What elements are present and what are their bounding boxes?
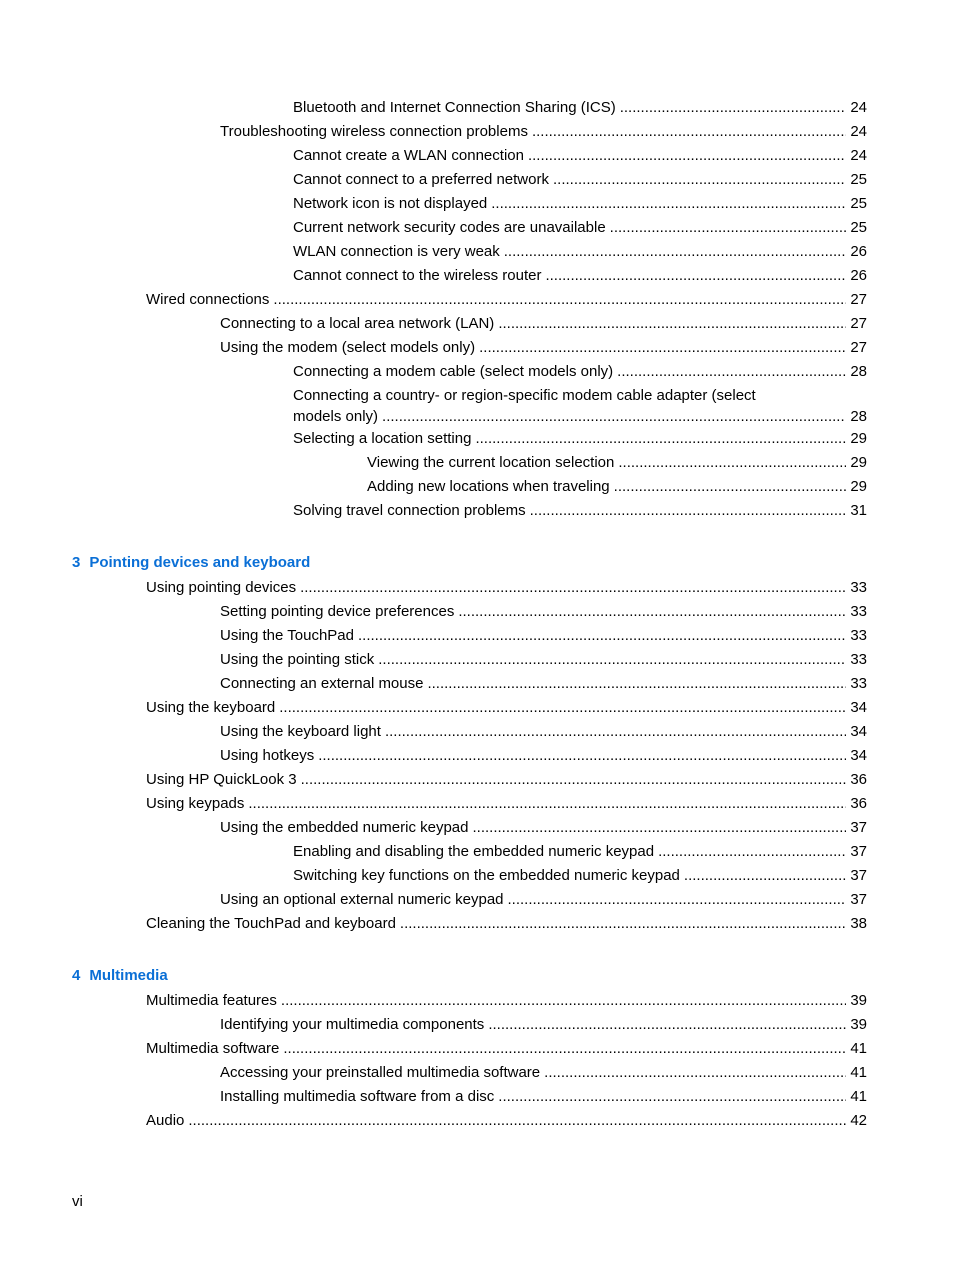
dot-leader bbox=[544, 1061, 846, 1085]
dot-leader bbox=[491, 192, 846, 216]
dot-leader bbox=[427, 672, 846, 696]
toc-entry-title: Installing multimedia software from a disc bbox=[220, 1088, 495, 1105]
dot-leader bbox=[617, 360, 846, 384]
toc-entry-title: Cannot create a WLAN connection bbox=[293, 147, 524, 164]
toc-entry-page-number: 38 bbox=[850, 915, 867, 932]
dot-leader bbox=[458, 600, 846, 624]
toc-entry-title: Using HP QuickLook 3 bbox=[146, 771, 297, 788]
toc-entry-page-number: 24 bbox=[850, 99, 867, 116]
toc-entry[interactable] bbox=[220, 1085, 867, 1109]
toc-entry-page-number: 33 bbox=[850, 627, 867, 644]
dot-leader bbox=[479, 336, 846, 360]
toc-entry-title: Setting pointing device preferences bbox=[220, 603, 455, 620]
toc-entry-title: Multimedia software bbox=[146, 1040, 280, 1057]
toc-entry-page-number: 36 bbox=[850, 771, 867, 788]
toc-entry-page-number: 25 bbox=[850, 171, 867, 188]
page-number-footer: vi bbox=[72, 1193, 83, 1210]
toc-entry[interactable] bbox=[220, 1013, 867, 1037]
toc-entry-page-number: 29 bbox=[850, 478, 867, 495]
toc-entry-page-number: 29 bbox=[850, 454, 867, 471]
toc-entry-page-number: 37 bbox=[850, 891, 867, 908]
toc-entry-title: Using pointing devices bbox=[146, 579, 297, 596]
toc-entry[interactable] bbox=[367, 451, 867, 475]
toc-entry-page-number: 31 bbox=[850, 502, 867, 519]
toc-entry[interactable] bbox=[293, 427, 867, 451]
toc-entry-title: Multimedia features bbox=[146, 992, 277, 1009]
toc-entry[interactable] bbox=[220, 672, 867, 696]
toc-entry[interactable] bbox=[293, 192, 867, 216]
toc-entry[interactable] bbox=[293, 240, 867, 264]
chapter-heading[interactable] bbox=[72, 552, 954, 574]
toc-entry-page-number: 42 bbox=[850, 1112, 867, 1129]
toc-entry-title: Connecting to a local area network (LAN) bbox=[220, 315, 495, 332]
toc-entry-page-number: 24 bbox=[850, 123, 867, 140]
toc-entry-page-number: 37 bbox=[850, 843, 867, 860]
dot-leader bbox=[488, 1013, 846, 1037]
toc-entry[interactable] bbox=[293, 360, 867, 384]
toc-entry[interactable] bbox=[293, 144, 867, 168]
dot-leader bbox=[504, 240, 847, 264]
toc-entry-page-number: 25 bbox=[850, 195, 867, 212]
toc-entry-title: Wired connections bbox=[146, 291, 270, 308]
toc-entry[interactable] bbox=[146, 288, 867, 312]
toc-entry[interactable] bbox=[293, 216, 867, 240]
toc-entry[interactable] bbox=[220, 648, 867, 672]
dot-leader bbox=[620, 96, 847, 120]
toc-entry-title: Using the pointing stick bbox=[220, 651, 375, 668]
toc-entry-title: Using an optional external numeric keypad bbox=[220, 891, 504, 908]
dot-leader bbox=[281, 989, 846, 1013]
chapter-title: Pointing devices and keyboard bbox=[89, 554, 311, 571]
toc-entry-page-number: 27 bbox=[850, 339, 867, 356]
dot-leader bbox=[553, 168, 846, 192]
toc-entry[interactable] bbox=[220, 336, 867, 360]
toc-entry[interactable] bbox=[146, 696, 867, 720]
toc-entry-title: Using the keyboard light bbox=[220, 723, 381, 740]
chapter-number: 3 bbox=[72, 554, 81, 571]
toc-entry-page-number: 41 bbox=[850, 1064, 867, 1081]
dot-leader bbox=[385, 720, 846, 744]
toc-entry-title: Switching key functions on the embedded numeric keypad bbox=[293, 867, 680, 884]
toc-entry-title: Using the keyboard bbox=[146, 699, 276, 716]
toc-entry[interactable] bbox=[146, 768, 867, 792]
toc-entry-page-number: 28 bbox=[850, 363, 867, 380]
toc-entry-title: Cleaning the TouchPad and keyboard bbox=[146, 915, 396, 932]
toc-entry-title: Adding new locations when traveling bbox=[367, 478, 610, 495]
dot-leader bbox=[684, 864, 846, 888]
toc-entry-title: Selecting a location setting bbox=[293, 430, 472, 447]
toc-entry-title: Network icon is not displayed bbox=[293, 195, 488, 212]
toc-entry-title-continued: models only) bbox=[293, 408, 379, 425]
toc-entry-title: Solving travel connection problems bbox=[293, 502, 526, 519]
toc-entry[interactable] bbox=[146, 1037, 867, 1061]
toc-entry[interactable] bbox=[220, 816, 867, 840]
toc-entry[interactable] bbox=[220, 312, 867, 336]
toc-entry[interactable] bbox=[220, 600, 867, 624]
toc-entry[interactable] bbox=[293, 499, 867, 523]
toc-entry-page-number: 39 bbox=[850, 1016, 867, 1033]
toc-entry[interactable] bbox=[220, 624, 867, 648]
toc-entry-title: Identifying your multimedia components bbox=[220, 1016, 485, 1033]
toc-entry-page-number: 33 bbox=[850, 651, 867, 668]
toc-entry[interactable] bbox=[293, 840, 867, 864]
dot-leader bbox=[475, 427, 846, 451]
toc-entry[interactable] bbox=[220, 120, 867, 144]
chapter-entries bbox=[0, 989, 954, 1133]
toc-entry-title: Current network security codes are unavailable bbox=[293, 219, 606, 236]
toc-entry-page-number: 36 bbox=[850, 795, 867, 812]
toc-entry-title: Using the TouchPad bbox=[220, 627, 354, 644]
toc-entry-title: Cannot connect to a preferred network bbox=[293, 171, 549, 188]
toc-entry-page-number: 27 bbox=[850, 315, 867, 332]
dot-leader bbox=[614, 475, 847, 499]
toc-entry[interactable] bbox=[146, 576, 867, 600]
toc-entry[interactable] bbox=[220, 744, 867, 768]
toc-entry-title: Using keypads bbox=[146, 795, 245, 812]
toc-entry-title: WLAN connection is very weak bbox=[293, 243, 500, 260]
dot-leader bbox=[188, 1109, 846, 1133]
dot-leader bbox=[618, 451, 846, 475]
toc-entry-title: Using the embedded numeric keypad bbox=[220, 819, 469, 836]
dot-leader bbox=[318, 744, 846, 768]
toc-entry-title: Enabling and disabling the embedded numeric keypad bbox=[293, 843, 655, 860]
dot-leader bbox=[400, 912, 846, 936]
toc-entry-title: Connecting a country- or region-specific modem cable adapter (select bbox=[293, 387, 756, 404]
toc-entry[interactable] bbox=[293, 96, 867, 120]
dot-leader bbox=[530, 499, 847, 523]
dot-leader bbox=[498, 1085, 846, 1109]
dot-leader bbox=[472, 816, 846, 840]
toc-entry-page-number: 34 bbox=[850, 747, 867, 764]
toc-entry-line bbox=[293, 406, 867, 427]
dot-leader bbox=[273, 288, 846, 312]
toc-entry-page-number: 37 bbox=[850, 867, 867, 884]
toc-entry[interactable] bbox=[146, 912, 867, 936]
dot-leader bbox=[610, 216, 847, 240]
toc-entry[interactable] bbox=[293, 384, 867, 427]
toc-entry-title: Audio bbox=[146, 1112, 185, 1129]
toc-entry-page-number: 26 bbox=[850, 243, 867, 260]
dot-leader bbox=[279, 696, 846, 720]
dot-leader bbox=[545, 264, 846, 288]
toc-entry-page-number: 34 bbox=[850, 699, 867, 716]
toc-entry-title: Accessing your preinstalled multimedia software bbox=[220, 1064, 541, 1081]
toc-entry[interactable] bbox=[367, 475, 867, 499]
dot-leader bbox=[508, 888, 847, 912]
toc-entry[interactable] bbox=[220, 888, 867, 912]
toc-entry[interactable] bbox=[293, 864, 867, 888]
dot-leader bbox=[378, 648, 846, 672]
chapter-title: Multimedia bbox=[89, 967, 168, 984]
toc-entry-title: Bluetooth and Internet Connection Sharing (ICS) bbox=[293, 99, 616, 116]
chapter-number: 4 bbox=[72, 967, 81, 984]
toc-entry-page-number: 27 bbox=[850, 291, 867, 308]
dot-leader bbox=[382, 406, 846, 427]
toc-entry-page-number: 29 bbox=[850, 430, 867, 447]
toc-entry[interactable] bbox=[146, 792, 867, 816]
toc-entry-page-number: 28 bbox=[850, 408, 867, 425]
toc-entry-page-number: 41 bbox=[850, 1088, 867, 1105]
dot-leader bbox=[300, 576, 846, 600]
toc-entry[interactable] bbox=[146, 989, 867, 1013]
toc-entry-page-number: 25 bbox=[850, 219, 867, 236]
dot-leader bbox=[301, 768, 847, 792]
toc-entry-title: Connecting an external mouse bbox=[220, 675, 424, 692]
toc-entry-title: Troubleshooting wireless connection problems bbox=[220, 123, 528, 140]
dot-leader bbox=[532, 120, 846, 144]
toc-entry-title: Using the modem (select models only) bbox=[220, 339, 476, 356]
dot-leader bbox=[283, 1037, 846, 1061]
toc-entry-page-number: 37 bbox=[850, 819, 867, 836]
toc-section-continued bbox=[0, 96, 954, 523]
dot-leader bbox=[358, 624, 846, 648]
dot-leader bbox=[658, 840, 846, 864]
toc-entry-page-number: 33 bbox=[850, 675, 867, 692]
table-of-contents bbox=[0, 96, 954, 1133]
toc-entry-page-number: 33 bbox=[850, 579, 867, 596]
chapter-heading[interactable] bbox=[72, 965, 954, 987]
toc-entry-page-number: 24 bbox=[850, 147, 867, 164]
toc-entry[interactable] bbox=[293, 264, 867, 288]
toc-entry-title: Connecting a modem cable (select models only) bbox=[293, 363, 614, 380]
toc-entry-page-number: 26 bbox=[850, 267, 867, 284]
toc-entry-page-number: 39 bbox=[850, 992, 867, 1009]
toc-entry-page-number: 41 bbox=[850, 1040, 867, 1057]
dot-leader bbox=[528, 144, 846, 168]
toc-entry[interactable] bbox=[293, 168, 867, 192]
toc-entry-page-number: 34 bbox=[850, 723, 867, 740]
toc-entry[interactable] bbox=[146, 1109, 867, 1133]
toc-entry-title: Cannot connect to the wireless router bbox=[293, 267, 542, 284]
toc-entry-title: Viewing the current location selection bbox=[367, 454, 615, 471]
toc-entry[interactable] bbox=[220, 720, 867, 744]
toc-entry-page-number: 33 bbox=[850, 603, 867, 620]
toc-entry-title: Using hotkeys bbox=[220, 747, 315, 764]
dot-leader bbox=[498, 312, 846, 336]
chapter-entries bbox=[0, 576, 954, 936]
toc-entry[interactable] bbox=[220, 1061, 867, 1085]
dot-leader bbox=[248, 792, 846, 816]
